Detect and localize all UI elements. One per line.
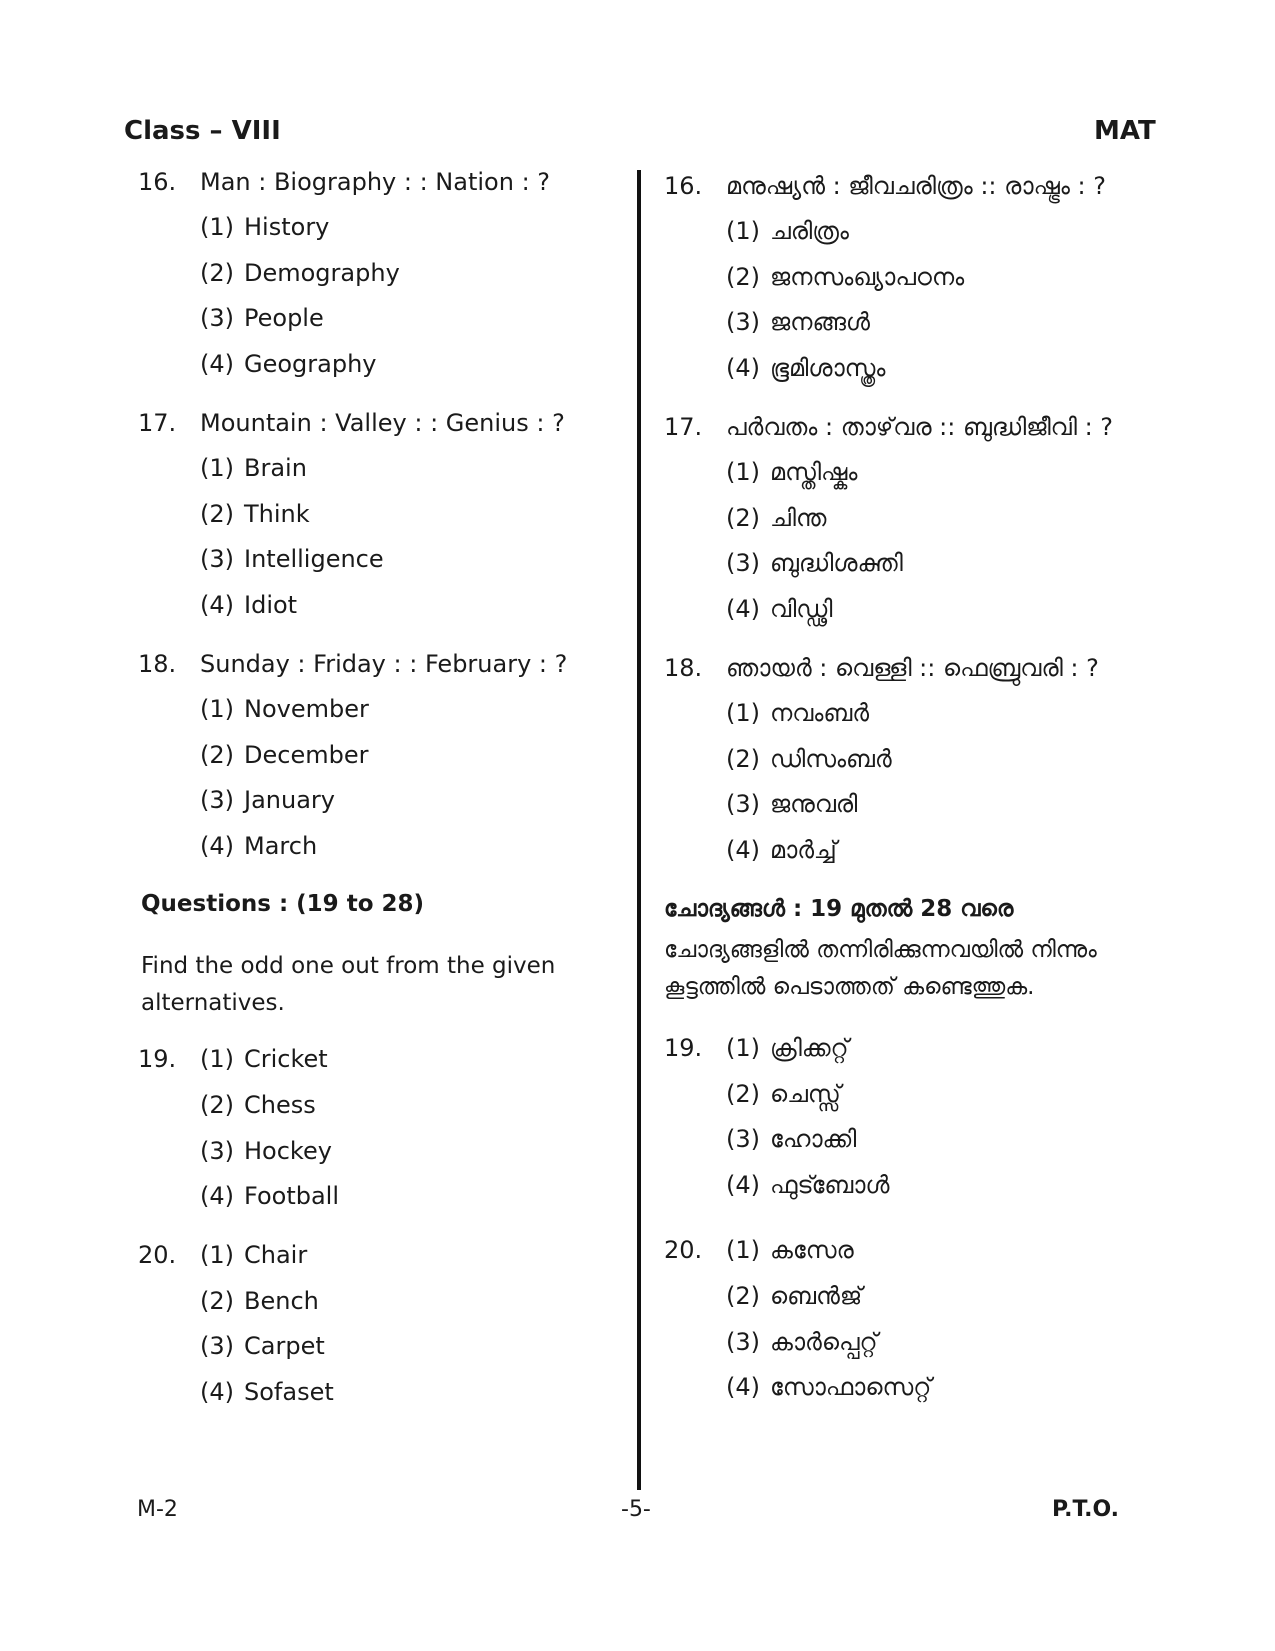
option-2: [200, 1287, 319, 1315]
question-number: 20.: [138, 1241, 177, 1269]
option-text: ക്രിക്കറ്റ്: [770, 1034, 849, 1062]
option-number: (2): [726, 263, 760, 291]
option-number: (4): [726, 595, 760, 623]
option-text: ഭൂമിശാസ്ത്രം: [770, 354, 886, 382]
option-3: [200, 545, 384, 573]
option-3: [200, 1137, 332, 1165]
option-number: (4): [726, 1171, 760, 1199]
option-text: നവംബർ: [770, 699, 870, 727]
option-1: [200, 1045, 328, 1073]
option-number: (3): [726, 308, 760, 336]
option-number: (3): [200, 1137, 234, 1165]
option-number: (1): [200, 1045, 234, 1073]
option-number: (4): [726, 1373, 760, 1401]
option-number: (1): [726, 458, 760, 486]
option-text: കസേര: [770, 1236, 854, 1264]
option-text: സോഫാസെറ്റ്: [770, 1373, 932, 1401]
option-text: ഫുട്ബോൾ: [770, 1171, 890, 1199]
option-text: Geography: [244, 350, 377, 378]
option-4: [726, 836, 837, 864]
option-text: Brain: [244, 454, 307, 482]
option-2: [200, 1091, 316, 1119]
option-number: (2): [200, 1091, 234, 1119]
option-text: Carpet: [244, 1332, 325, 1360]
option-number: (2): [200, 1287, 234, 1315]
option-text: Chess: [244, 1091, 316, 1119]
question-text: പർവതം : താഴ്‌വര :: ബുദ്ധിജീവി : ?: [726, 413, 1114, 441]
option-number: (4): [726, 354, 760, 382]
option-text: November: [244, 695, 369, 723]
option-text: Demography: [244, 259, 400, 287]
question-number: 18.: [664, 654, 703, 682]
option-number: (4): [200, 1378, 234, 1406]
option-1: [200, 454, 307, 482]
option-1: [726, 1236, 854, 1264]
section-title: ചോദ്യങ്ങൾ : 19 മുതൽ 28 വരെ: [664, 896, 1014, 922]
option-4: [200, 1182, 339, 1210]
option-number: (3): [200, 1332, 234, 1360]
question-number: 19.: [664, 1034, 703, 1062]
option-number: (4): [200, 591, 234, 619]
option-number: (1): [726, 699, 760, 727]
option-number: (2): [726, 1282, 760, 1310]
option-1: [726, 1034, 849, 1062]
option-4: [200, 350, 377, 378]
option-text: Cricket: [244, 1045, 328, 1073]
option-2: [726, 504, 826, 532]
option-3: [726, 1328, 878, 1356]
option-text: Idiot: [244, 591, 298, 619]
option-1: [726, 458, 857, 486]
section-instruction: Find the odd one out from the given alternatives.: [141, 953, 556, 1016]
option-4: [200, 832, 317, 860]
option-number: (2): [726, 504, 760, 532]
option-text: January: [244, 786, 335, 814]
page-number: -5-: [621, 1497, 651, 1522]
question-number: 16.: [664, 172, 703, 200]
option-number: (2): [200, 500, 234, 528]
subject-label: MAT: [1094, 116, 1156, 146]
paper-code: M-2: [137, 1497, 178, 1522]
option-2: [726, 745, 892, 773]
option-text: ഡിസംബർ: [770, 745, 892, 773]
option-number: (1): [726, 1236, 760, 1264]
option-text: Intelligence: [244, 545, 384, 573]
option-number: (3): [200, 304, 234, 332]
option-number: (2): [726, 745, 760, 773]
option-text: Chair: [244, 1241, 308, 1269]
option-text: ബുദ്ധിശക്തി: [770, 549, 903, 577]
option-1: [726, 699, 869, 727]
question-text: Mountain : Valley : : Genius : ?: [200, 409, 565, 437]
option-4: [726, 595, 832, 623]
option-text: ബെൻജ്: [770, 1282, 863, 1310]
option-text: March: [244, 832, 318, 860]
option-4: [200, 591, 297, 619]
option-4: [200, 1378, 334, 1406]
option-number: (1): [200, 454, 234, 482]
question-text: മനുഷ്യൻ : ജീവചരിത്രം :: രാഷ്ട്രം : ?: [726, 172, 1106, 200]
option-number: (3): [726, 790, 760, 818]
column-divider: [637, 170, 641, 1490]
option-text: People: [244, 304, 324, 332]
please-turn-over: P.T.O.: [1052, 1497, 1120, 1522]
option-text: കാർപ്പെറ്റ്: [770, 1328, 878, 1356]
option-number: (4): [200, 832, 234, 860]
option-4: [726, 354, 886, 382]
option-number: (3): [726, 549, 760, 577]
option-text: ചെസ്സ്: [770, 1080, 841, 1108]
option-text: December: [244, 741, 369, 769]
option-text: മാർച്ച്: [770, 836, 837, 864]
option-4: [726, 1171, 890, 1199]
question-number: 16.: [138, 168, 177, 196]
option-text: ചിന്ത: [770, 504, 827, 532]
option-2: [726, 1080, 841, 1108]
option-3: [200, 786, 335, 814]
option-number: (1): [200, 695, 234, 723]
option-text: ജനുവരി: [770, 790, 858, 818]
option-number: (1): [726, 217, 760, 245]
option-text: History: [244, 213, 330, 241]
option-text: വിഡ്ഢി: [770, 595, 833, 623]
option-text: ഹോക്കി: [770, 1125, 857, 1153]
option-number: (1): [200, 213, 234, 241]
section-title: Questions : (19 to 28): [141, 891, 425, 917]
option-text: Think: [244, 500, 310, 528]
option-2: [200, 741, 368, 769]
option-number: (3): [200, 786, 234, 814]
option-2: [200, 500, 310, 528]
option-number: (4): [200, 350, 234, 378]
class-label: Class – VIII: [124, 116, 281, 146]
option-text: മസ്തിഷ്കം: [770, 458, 858, 486]
question-number: 17.: [138, 409, 177, 437]
question-number: 17.: [664, 413, 703, 441]
option-4: [726, 1373, 931, 1401]
option-number: (2): [200, 741, 234, 769]
option-3: [726, 1125, 856, 1153]
option-2: [726, 263, 964, 291]
option-1: [200, 1241, 307, 1269]
option-number: (1): [200, 1241, 234, 1269]
option-text: Sofaset: [244, 1378, 334, 1406]
option-text: ചരിത്രം: [770, 217, 849, 245]
option-number: (4): [200, 1182, 234, 1210]
question-text: Sunday : Friday : : February : ?: [200, 650, 568, 678]
option-3: [726, 308, 870, 336]
option-3: [726, 549, 903, 577]
option-number: (4): [726, 836, 760, 864]
option-number: (1): [726, 1034, 760, 1062]
option-number: (3): [726, 1125, 760, 1153]
option-3: [726, 790, 857, 818]
option-1: [726, 217, 849, 245]
option-number: (3): [726, 1328, 760, 1356]
option-text: ജനങ്ങൾ: [770, 308, 871, 336]
option-2: [726, 1282, 862, 1310]
option-text: ജനസംഖ്യാപഠനം: [770, 263, 965, 291]
question-number: 19.: [138, 1045, 177, 1073]
option-text: Bench: [244, 1287, 319, 1315]
option-number: (3): [200, 545, 234, 573]
option-number: (2): [200, 259, 234, 287]
question-number: 18.: [138, 650, 177, 678]
option-1: [200, 695, 369, 723]
section-instruction: ചോദ്യങ്ങളിൽ തന്നിരിക്കുന്നവയിൽ നിന്നും കൂട്ടത്തിൽ പെടാത്തത് കണ്ടെത്തുക.: [664, 937, 1097, 1000]
option-2: [200, 259, 400, 287]
question-text: ഞായർ : വെള്ളി :: ഫെബ്രുവരി : ?: [726, 654, 1099, 682]
option-text: Football: [244, 1182, 340, 1210]
option-3: [200, 304, 324, 332]
option-text: Hockey: [244, 1137, 332, 1165]
question-number: 20.: [664, 1236, 703, 1264]
option-3: [200, 1332, 325, 1360]
question-text: Man : Biography : : Nation : ?: [200, 168, 551, 196]
option-1: [200, 213, 329, 241]
option-number: (2): [726, 1080, 760, 1108]
